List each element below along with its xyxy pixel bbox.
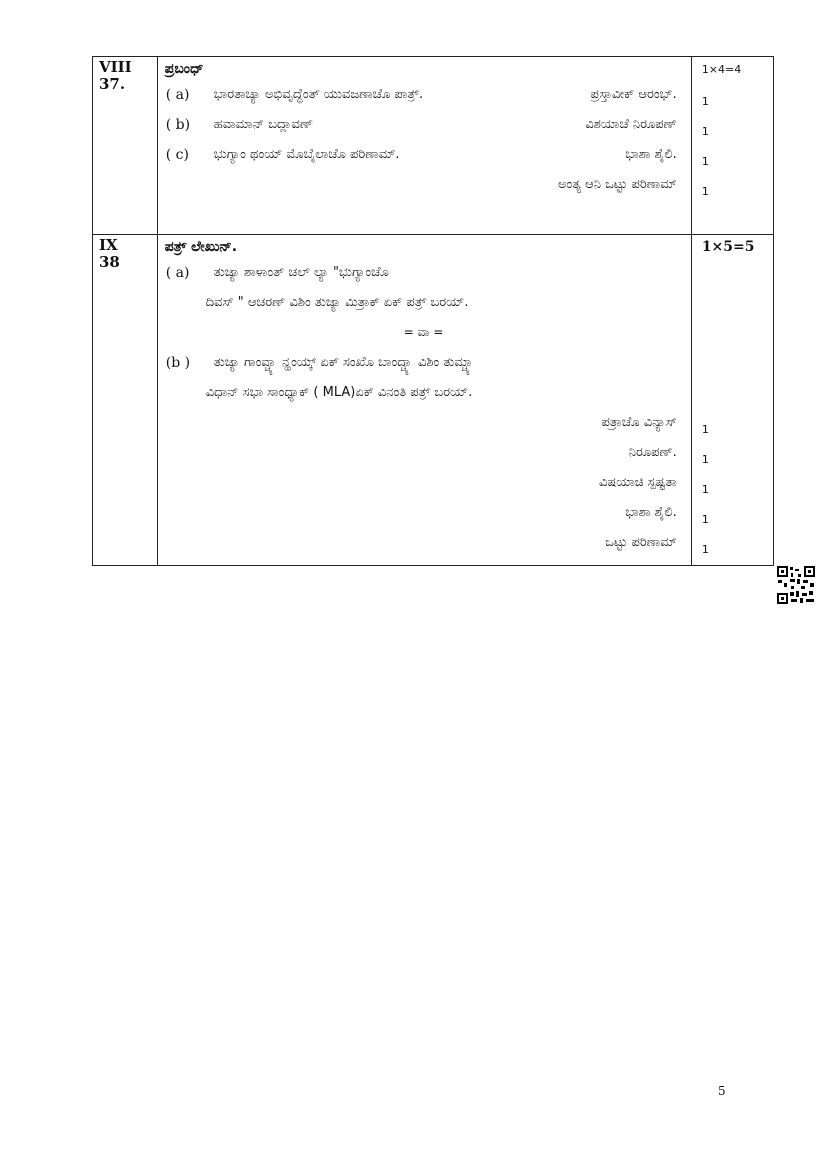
or-separator: = ವಾ = (403, 325, 444, 339)
total-marks (692, 235, 773, 265)
question-number: 38 (99, 253, 120, 271)
option-row-continued (158, 289, 691, 319)
question-body (157, 57, 691, 235)
mark-value: 1 (701, 513, 709, 526)
mark-value: 1 (701, 95, 709, 108)
question-heading: ಪತ್ರ್ ಲೇಖುನ್. (164, 239, 238, 255)
option-label: ( c) (165, 147, 189, 163)
mark-value: 1 (701, 125, 709, 138)
question-number: 37. (99, 75, 126, 93)
criterion-label: ನಿರೂಪಣ್. (628, 445, 677, 460)
question-row-38 (93, 235, 774, 566)
mark-value: 1 (701, 543, 709, 556)
criterion-mark (692, 415, 773, 445)
criterion-row (158, 499, 691, 529)
criterion-label: ಭಾಶಾ ಶೈಲಿ. (625, 147, 677, 162)
option-text: ವಿಧಾನ್ ಸಭಾ ಸಾಂಧ್ಯಾಕ್ ( MLA)ಏಕ್ ವಿನಂತಿ ಪತ್ರ್ ಬರಯ್. (205, 385, 473, 400)
criterion-mark (692, 177, 773, 207)
question-row-37 (93, 57, 774, 235)
section-number: VIII (99, 58, 132, 76)
option-text: ತುಜ್ಯಾ ಶಾಳಾಂತ್ ಚಲ್ ಲ್ಯಾ "ಭುಗ್ಯಾಂಚೊ (213, 265, 389, 280)
option-row (158, 349, 691, 379)
criterion-label: ವಿಷಯಾಚಿ ಸ್ಪಷ್ಟತಾ (599, 475, 677, 490)
mark-value: 1 (701, 483, 709, 496)
question-body (157, 235, 691, 566)
mark-value: 1 (701, 423, 709, 436)
option-row (158, 81, 691, 111)
answer-table (92, 56, 774, 566)
criterion-label: ಪ್ರಸ್ತಾವೀಕ್ ಆರಂಭ್. (590, 87, 677, 102)
criterion-row (158, 529, 691, 559)
option-row (158, 111, 691, 141)
criterion-label: ಪತ್ರಾಚೊ ವಿನ್ಯಾಸ್ (601, 415, 677, 430)
or-row (158, 319, 691, 349)
criterion-row (158, 469, 691, 499)
section-number: IX (99, 236, 118, 254)
qr-code-icon (776, 565, 816, 605)
mark-value: 1 (701, 185, 709, 198)
option-text: ದಿವಸ್ " ಆಚರಣ್ ವಿಶಿಂ ತುಜ್ಯಾ ಮಿತ್ರಾಕ್ ಏಕ್ ಪತ್ರ್ ಬರಯ್. (205, 295, 469, 310)
mark-value: 1 (701, 453, 709, 466)
total-marks (692, 57, 773, 87)
criterion-row (158, 409, 691, 439)
marks-spacer (692, 265, 773, 415)
option-label: (b ) (165, 355, 191, 371)
criterion-mark (692, 475, 773, 505)
criterion-mark (692, 87, 773, 117)
total-marks-text: 1×4=4 (701, 63, 742, 76)
option-label: ( a) (165, 265, 190, 281)
option-text: ಹವಾಮಾನ್ ಬದ್ಲಾವಣ್ (213, 117, 314, 132)
marks-cell (691, 57, 773, 235)
mark-value: 1 (701, 155, 709, 168)
criterion-label: ಭಾಶಾ ಶೈಲಿ. (625, 505, 677, 520)
question-number-cell (93, 57, 158, 235)
criterion-mark (692, 147, 773, 177)
option-label: ( a) (165, 87, 190, 103)
criterion-mark (692, 117, 773, 147)
option-text: ಭಾರತಾಚ್ಯಾ ಅಭಿವೃದ್ಧೆಂತ್ ಯುವಜಣಾಚೊ ಪಾತ್ರ್. (213, 87, 424, 102)
option-row-continued (158, 379, 691, 409)
criterion-row (158, 171, 691, 201)
criterion-mark (692, 505, 773, 535)
page-number: 5 (718, 1084, 726, 1098)
criterion-label: ವಿಶಯಾಚೆ ನಿರೂಪಣ್ (585, 117, 677, 132)
marks-cell (691, 235, 773, 566)
total-marks-text: 1×5=5 (701, 239, 755, 255)
option-text: ತುಜ್ಯಾ ಗಾಂವ್ಚ್ಯಾ ನ್ಹಂಯ್ಕ್ ಏಕ್ ಸಂಖೊ ಬಾಂದ್ಚ್ಯಾ ವಿಶಿಂ ತುಮ್ಚ್ಯಾ (213, 355, 475, 370)
criterion-row (158, 439, 691, 469)
question-number-cell (93, 235, 158, 566)
option-row (158, 259, 691, 289)
option-row (158, 141, 691, 171)
criterion-mark (692, 445, 773, 475)
question-heading: ಪ್ರಬಂಧ್ (164, 61, 204, 77)
criterion-mark (692, 535, 773, 565)
criterion-label: ಒಟ್ಟು ಪರಿಣಾಮ್ (605, 535, 677, 550)
option-label: ( b) (165, 117, 191, 133)
option-text: ಭುಗ್ಯಾಂ ಥಂಯ್ ಮೊಬೈಲಾಚೊ ಪರಿಣಾಮ್. (213, 147, 400, 162)
criterion-label: ಅಂತ್ಯ ಆನಿ ಒಟ್ಟು ಪರಿಣಾಮ್ (557, 177, 677, 192)
